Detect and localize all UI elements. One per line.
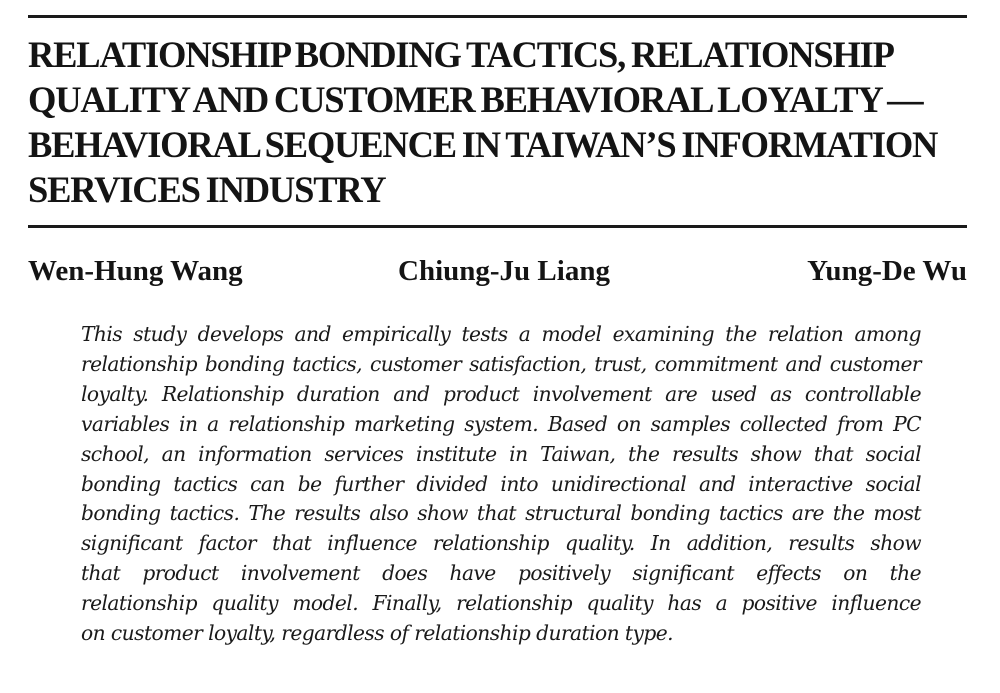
abstract — [81, 320, 921, 649]
paper-title — [28, 32, 972, 212]
author-name: Yung-De Wu — [807, 255, 967, 287]
abstract-line: relationship bonding tactics, customer satisfaction, trust, commitment and customer — [81, 351, 921, 376]
top-rule — [28, 15, 967, 18]
bottom-rule — [28, 225, 967, 228]
abstract-line: This study develops and empirically tests a model examining the relation among — [81, 322, 921, 346]
title-line: SERVICES INDUSTRY — [28, 169, 386, 210]
title-line: RELATIONSHIP BONDING TACTICS, RELATIONSHIP — [28, 34, 894, 75]
abstract-line: loyalty. Relationship duration and product involvement are used as controllable — [81, 381, 921, 406]
author-list — [28, 251, 967, 291]
title-line: QUALITY AND CUSTOMER BEHAVIORAL LOYALTY — — [28, 79, 923, 120]
abstract-line: that product involvement does have positively significant effects on the — [81, 561, 921, 586]
abstract-line: on customer loyalty, regardless of relationship duration type. — [81, 621, 673, 646]
abstract-line: bonding tactics can be further divided into unidirectional and interactive social — [81, 471, 921, 496]
author-name: Chiung-Ju Liang — [398, 255, 610, 287]
abstract-line: variables in a relationship marketing system. Based on samples collected from PC — [81, 411, 921, 436]
abstract-line: significant factor that influence relationship quality. In addition, results show — [81, 531, 921, 556]
abstract-line: school, an information services institute in Taiwan, the results show that social — [81, 441, 921, 466]
abstract-line: bonding tactics. The results also show that structural bonding tactics are the most — [81, 501, 921, 526]
abstract-line: relationship quality model. Finally, relationship quality has a positive influence — [81, 591, 921, 616]
author-name: Wen-Hung Wang — [28, 255, 243, 287]
title-line: BEHAVIORAL SEQUENCE IN TAIWAN’S INFORMATION — [28, 124, 938, 165]
